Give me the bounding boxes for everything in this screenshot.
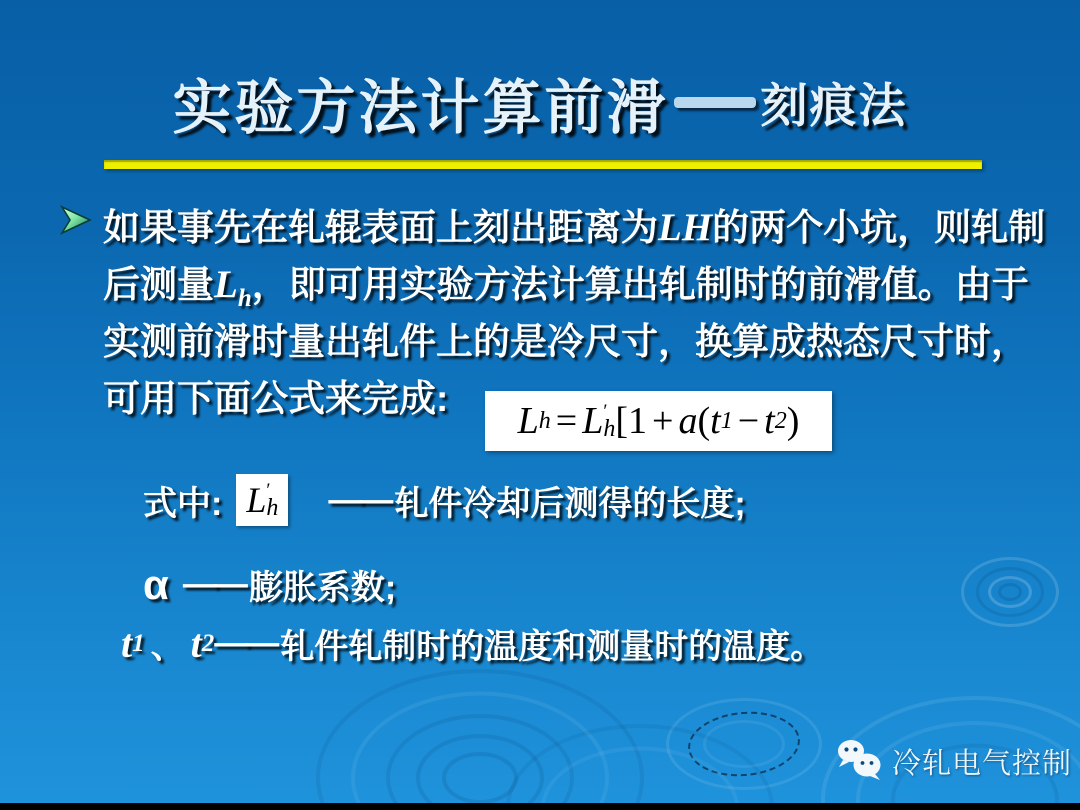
term1-symbol-box [236, 474, 288, 526]
formula-paren-open: ( [697, 400, 711, 442]
formula-prime: ′ [603, 400, 608, 422]
formula-minus: − [737, 400, 760, 442]
body-text: 后测量 [103, 264, 214, 305]
formula-box [485, 391, 832, 451]
formula-lhs-var: L [517, 400, 539, 442]
variable-L-subscript: h [237, 285, 252, 312]
definition-row-term3 [121, 619, 824, 668]
variable-L: L [214, 263, 238, 306]
wechat-icon [836, 738, 882, 785]
definition-dash: —— [328, 480, 391, 519]
body-text: 可用下面公式来完成: [103, 378, 449, 419]
formula-t1: t [710, 400, 721, 442]
definition-row-term1 [143, 474, 746, 526]
formula-bracket: [1 [615, 400, 648, 442]
formula-rhs-prime-sub [603, 402, 615, 441]
bottom-black-bar [0, 803, 1080, 810]
formula-t1-sub: 1 [720, 407, 733, 434]
body-text: ，即可用实验方法计算出轧制时的前滑值。由于 [251, 264, 1029, 305]
term1-description: 轧件冷却后测得的长度; [394, 484, 746, 523]
formula-t2: t [764, 400, 775, 442]
title-sub: 刻痕法 [760, 81, 908, 133]
body-text: 如果事先在轧辊表面上刻出距离为 [103, 207, 658, 248]
variable-LH: LH [658, 206, 713, 249]
title-divider-line [104, 160, 982, 169]
definition-dash: —— [214, 624, 277, 662]
formula-coefficient: a [678, 400, 698, 442]
ripple-ring [998, 583, 1022, 601]
wechat-footer [836, 738, 1072, 785]
body-line [103, 199, 1045, 256]
term1-prime: ′ [266, 479, 271, 501]
t2-subscript: 2 [201, 629, 215, 657]
formula-t2-sub: 2 [774, 407, 787, 434]
alpha-symbol: α [143, 560, 169, 608]
definition-row-term2 [143, 560, 396, 609]
title-main: 实验方法计算前滑 [172, 75, 669, 141]
t1-symbol: t [121, 621, 133, 666]
term1-var: L [246, 480, 267, 520]
formula-plus: + [652, 400, 674, 442]
wechat-account-name: 冷轧电气控制 [892, 748, 1073, 780]
body-text: 实测前滑时量出轧件上的是冷尺寸，换算成热态尺寸时， [103, 321, 1028, 362]
bullet-arrow-icon [57, 204, 95, 241]
definition-dash: —— [182, 565, 245, 603]
t1-subscript: 1 [132, 629, 145, 657]
term3-separator: 、 [150, 628, 185, 666]
slide-title [0, 60, 1080, 145]
term1-prime-sub [266, 481, 278, 520]
body-text: 的两个小坑，则轧制 [712, 207, 1046, 248]
where-label: 式中: [143, 484, 223, 523]
term1-sub: h [266, 494, 279, 521]
title-dash [674, 97, 756, 108]
term3-description: 轧件轧制时的温度和测量时的温度。 [280, 628, 825, 666]
formula-equals: = [555, 400, 578, 442]
body-line [103, 313, 1045, 370]
t2-symbol: t [190, 621, 202, 666]
formula-rhs-sub: h [603, 415, 616, 442]
formula-lhs-sub: h [538, 407, 551, 434]
formula-rhs-var: L [582, 400, 604, 442]
term2-description: 膨胀系数; [248, 569, 397, 607]
formula-paren-close: ) [786, 400, 800, 442]
body-line [103, 256, 1045, 313]
